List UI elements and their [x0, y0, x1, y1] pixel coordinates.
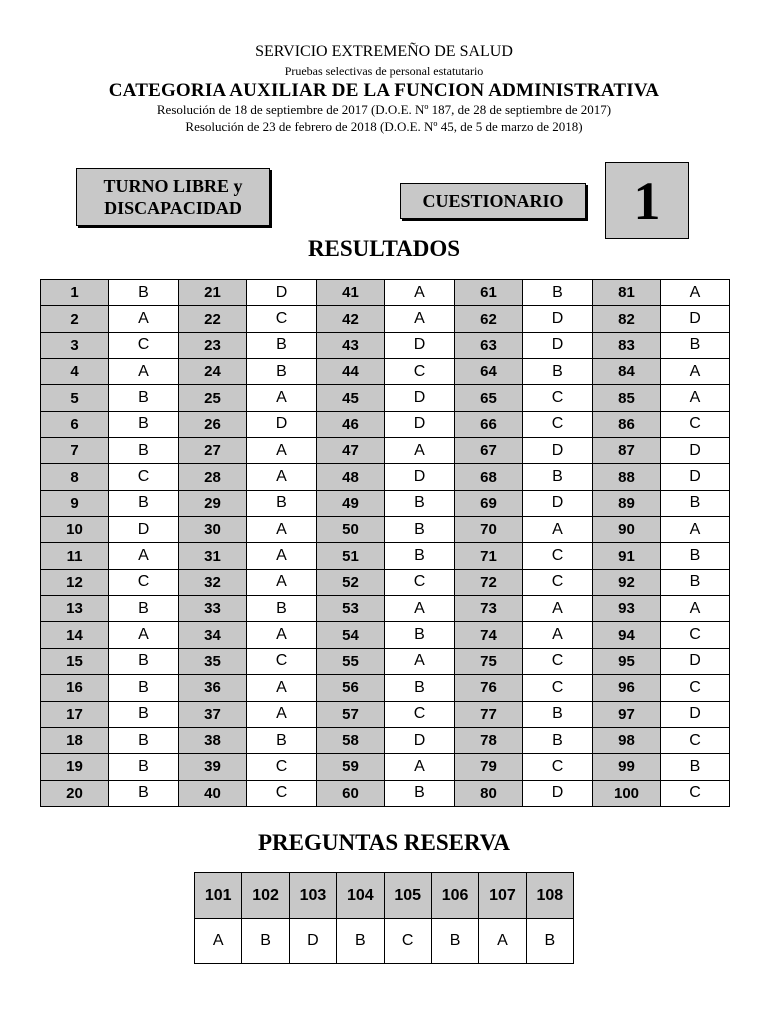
- answer-letter: A: [247, 675, 317, 701]
- answer-letter: B: [109, 596, 179, 622]
- answers-row: [41, 359, 730, 385]
- answers-row: [41, 385, 730, 411]
- header-resolution-1: Resolución de 18 de septiembre de 2017 (D.O.E. Nº 187, de 28 de septiembre de 2017): [156, 102, 612, 117]
- answers-row: [41, 780, 730, 806]
- answer-letter: B: [109, 490, 179, 516]
- reserve-question-number: 107: [479, 873, 526, 919]
- answer-letter: D: [661, 464, 730, 490]
- answer-letter: A: [385, 648, 455, 674]
- question-number: 95: [593, 648, 661, 674]
- answers-row: [41, 411, 730, 437]
- answer-letter: A: [247, 622, 317, 648]
- question-number: 66: [455, 411, 523, 437]
- reserve-question-number: 108: [526, 873, 573, 919]
- answers-row: [41, 280, 730, 306]
- question-number: 62: [455, 306, 523, 332]
- question-number: 13: [41, 596, 109, 622]
- answer-letter: D: [661, 306, 730, 332]
- answer-letter: B: [523, 727, 593, 753]
- question-number: 26: [179, 411, 247, 437]
- answer-letter: C: [109, 569, 179, 595]
- question-number: 12: [41, 569, 109, 595]
- answer-letter: C: [661, 780, 730, 806]
- question-number: 11: [41, 543, 109, 569]
- answer-letter: C: [247, 780, 317, 806]
- question-number: 1: [41, 280, 109, 306]
- question-number: 10: [41, 517, 109, 543]
- answer-letter: C: [661, 675, 730, 701]
- question-number: 39: [179, 754, 247, 780]
- answer-letter: D: [385, 385, 455, 411]
- answers-row: [41, 622, 730, 648]
- question-number: 96: [593, 675, 661, 701]
- question-number: 42: [317, 306, 385, 332]
- answer-letter: B: [385, 543, 455, 569]
- answer-letter: A: [385, 438, 455, 464]
- answer-letter: D: [523, 490, 593, 516]
- answer-letter: C: [523, 385, 593, 411]
- answer-letter: D: [661, 438, 730, 464]
- answer-letter: C: [385, 359, 455, 385]
- answer-letter: C: [109, 464, 179, 490]
- question-number: 78: [455, 727, 523, 753]
- question-number: 52: [317, 569, 385, 595]
- reserve-table: [194, 872, 574, 964]
- question-number: 63: [455, 332, 523, 358]
- answer-letter: A: [109, 359, 179, 385]
- question-number: 53: [317, 596, 385, 622]
- answer-letter: C: [523, 754, 593, 780]
- answer-letter: B: [661, 569, 730, 595]
- answer-letter: A: [661, 385, 730, 411]
- question-number: 76: [455, 675, 523, 701]
- answer-letter: C: [247, 306, 317, 332]
- question-number: 94: [593, 622, 661, 648]
- question-number: 61: [455, 280, 523, 306]
- question-number: 91: [593, 543, 661, 569]
- reserve-answers-row: [195, 919, 574, 964]
- answer-letter: B: [661, 490, 730, 516]
- answer-letter: B: [247, 727, 317, 753]
- question-number: 24: [179, 359, 247, 385]
- question-number: 22: [179, 306, 247, 332]
- reserve-question-number: 102: [242, 873, 289, 919]
- answer-letter: B: [109, 411, 179, 437]
- answer-letter: B: [523, 464, 593, 490]
- question-number: 36: [179, 675, 247, 701]
- answer-letter: B: [523, 280, 593, 306]
- question-number: 23: [179, 332, 247, 358]
- answers-row: [41, 490, 730, 516]
- cuestionario-number: 1: [605, 162, 689, 239]
- answer-letter: A: [385, 754, 455, 780]
- answer-letter: D: [109, 517, 179, 543]
- question-number: 55: [317, 648, 385, 674]
- question-number: 74: [455, 622, 523, 648]
- question-number: 82: [593, 306, 661, 332]
- question-number: 56: [317, 675, 385, 701]
- reserve-question-number: 106: [431, 873, 478, 919]
- question-number: 32: [179, 569, 247, 595]
- answer-letter: A: [247, 464, 317, 490]
- question-number: 92: [593, 569, 661, 595]
- answer-letter: B: [109, 754, 179, 780]
- answer-letter: B: [385, 490, 455, 516]
- answer-letter: A: [247, 569, 317, 595]
- question-number: 38: [179, 727, 247, 753]
- reserve-answer-letter: B: [242, 919, 289, 964]
- answer-letter: A: [385, 306, 455, 332]
- answer-letter: B: [109, 280, 179, 306]
- reserve-answer-letter: C: [384, 919, 431, 964]
- question-number: 86: [593, 411, 661, 437]
- question-number: 80: [455, 780, 523, 806]
- answers-row: [41, 727, 730, 753]
- answer-letter: B: [247, 596, 317, 622]
- question-number: 6: [41, 411, 109, 437]
- question-number: 41: [317, 280, 385, 306]
- question-number: 88: [593, 464, 661, 490]
- question-number: 45: [317, 385, 385, 411]
- question-number: 18: [41, 727, 109, 753]
- answers-row: [41, 596, 730, 622]
- turno-line-2: DISCAPACIDAD: [104, 198, 242, 218]
- answer-letter: B: [385, 622, 455, 648]
- question-number: 83: [593, 332, 661, 358]
- answer-letter: D: [661, 701, 730, 727]
- resultados-title: RESULTADOS: [307, 236, 461, 261]
- question-number: 14: [41, 622, 109, 648]
- answer-letter: D: [385, 411, 455, 437]
- answer-letter: D: [247, 411, 317, 437]
- reserve-question-number: 101: [195, 873, 242, 919]
- question-number: 90: [593, 517, 661, 543]
- question-number: 97: [593, 701, 661, 727]
- answer-letter: B: [109, 385, 179, 411]
- reserve-answer-letter: B: [337, 919, 384, 964]
- question-number: 5: [41, 385, 109, 411]
- question-number: 87: [593, 438, 661, 464]
- answer-letter: C: [523, 543, 593, 569]
- question-number: 84: [593, 359, 661, 385]
- question-number: 19: [41, 754, 109, 780]
- answer-letter: A: [109, 306, 179, 332]
- answer-letter: A: [523, 622, 593, 648]
- answer-letter: B: [109, 701, 179, 727]
- question-number: 68: [455, 464, 523, 490]
- answer-letter: B: [661, 543, 730, 569]
- answer-letter: D: [385, 464, 455, 490]
- answer-letter: B: [247, 359, 317, 385]
- answer-letter: D: [523, 780, 593, 806]
- answers-row: [41, 754, 730, 780]
- question-number: 64: [455, 359, 523, 385]
- question-number: 71: [455, 543, 523, 569]
- question-number: 28: [179, 464, 247, 490]
- reserve-question-number: 105: [384, 873, 431, 919]
- question-number: 67: [455, 438, 523, 464]
- question-number: 2: [41, 306, 109, 332]
- reserve-answer-letter: A: [195, 919, 242, 964]
- answer-letter: A: [109, 543, 179, 569]
- question-number: 72: [455, 569, 523, 595]
- answer-letter: C: [661, 622, 730, 648]
- answer-letter: B: [385, 675, 455, 701]
- reserve-question-number: 104: [337, 873, 384, 919]
- question-number: 31: [179, 543, 247, 569]
- question-number: 47: [317, 438, 385, 464]
- answer-letter: D: [247, 280, 317, 306]
- answer-letter: A: [661, 517, 730, 543]
- answer-letter: A: [247, 517, 317, 543]
- question-number: 49: [317, 490, 385, 516]
- question-number: 70: [455, 517, 523, 543]
- question-number: 54: [317, 622, 385, 648]
- reserve-answer-letter: B: [526, 919, 573, 964]
- answer-letter: A: [385, 596, 455, 622]
- answer-letter: B: [109, 648, 179, 674]
- answer-letter: A: [523, 517, 593, 543]
- question-number: 15: [41, 648, 109, 674]
- answer-letter: A: [247, 438, 317, 464]
- question-number: 25: [179, 385, 247, 411]
- question-number: 57: [317, 701, 385, 727]
- question-number: 27: [179, 438, 247, 464]
- question-number: 73: [455, 596, 523, 622]
- answers-row: [41, 464, 730, 490]
- answers-row: [41, 675, 730, 701]
- turno-box: [76, 168, 270, 226]
- answer-letter: D: [523, 306, 593, 332]
- answer-letter: B: [109, 675, 179, 701]
- question-number: 69: [455, 490, 523, 516]
- question-number: 98: [593, 727, 661, 753]
- question-number: 65: [455, 385, 523, 411]
- question-number: 51: [317, 543, 385, 569]
- answer-letter: B: [385, 780, 455, 806]
- question-number: 81: [593, 280, 661, 306]
- answer-letter: C: [385, 701, 455, 727]
- question-number: 9: [41, 490, 109, 516]
- answers-row: [41, 438, 730, 464]
- answer-letter: C: [109, 332, 179, 358]
- question-number: 60: [317, 780, 385, 806]
- answer-letter: C: [523, 569, 593, 595]
- header-category: CATEGORIA AUXILIAR DE LA FUNCION ADMINISTRATIVA: [108, 80, 660, 101]
- answer-letter: C: [523, 675, 593, 701]
- question-number: 7: [41, 438, 109, 464]
- question-number: 50: [317, 517, 385, 543]
- answers-row: [41, 332, 730, 358]
- answer-letter: C: [247, 754, 317, 780]
- answer-letter: A: [661, 359, 730, 385]
- answer-letter: A: [247, 385, 317, 411]
- question-number: 59: [317, 754, 385, 780]
- question-number: 35: [179, 648, 247, 674]
- answer-letter: A: [247, 701, 317, 727]
- answer-letter: C: [523, 411, 593, 437]
- cuestionario-label: CUESTIONARIO: [400, 183, 586, 219]
- answers-row: [41, 569, 730, 595]
- question-number: 85: [593, 385, 661, 411]
- answer-letter: D: [661, 648, 730, 674]
- question-number: 58: [317, 727, 385, 753]
- answer-letter: C: [385, 569, 455, 595]
- question-number: 48: [317, 464, 385, 490]
- question-number: 100: [593, 780, 661, 806]
- question-number: 33: [179, 596, 247, 622]
- question-number: 46: [317, 411, 385, 437]
- reserve-numbers-row: [195, 873, 574, 919]
- question-number: 77: [455, 701, 523, 727]
- answer-letter: A: [109, 622, 179, 648]
- answer-letter: B: [109, 780, 179, 806]
- answers-table: [40, 279, 730, 807]
- answers-row: [41, 648, 730, 674]
- question-number: 8: [41, 464, 109, 490]
- answers-row: [41, 543, 730, 569]
- answer-letter: C: [523, 648, 593, 674]
- header-resolution-2: Resolución de 23 de febrero de 2018 (D.O.E. Nº 45, de 5 de marzo de 2018): [185, 119, 583, 134]
- question-number: 43: [317, 332, 385, 358]
- answer-letter: A: [247, 543, 317, 569]
- answer-letter: B: [247, 490, 317, 516]
- answer-letter: B: [661, 754, 730, 780]
- question-number: 89: [593, 490, 661, 516]
- reserva-title: PREGUNTAS RESERVA: [257, 830, 511, 855]
- answer-letter: A: [661, 596, 730, 622]
- question-number: 34: [179, 622, 247, 648]
- answer-letter: A: [385, 280, 455, 306]
- header-organization: SERVICIO EXTREMEÑO DE SALUD: [255, 43, 513, 60]
- question-number: 40: [179, 780, 247, 806]
- question-number: 21: [179, 280, 247, 306]
- answers-row: [41, 306, 730, 332]
- answer-letter: C: [661, 727, 730, 753]
- answer-letter: B: [109, 438, 179, 464]
- answer-letter: A: [523, 596, 593, 622]
- question-number: 4: [41, 359, 109, 385]
- question-number: 75: [455, 648, 523, 674]
- answer-letter: B: [109, 727, 179, 753]
- answers-row: [41, 701, 730, 727]
- answer-letter: C: [247, 648, 317, 674]
- question-number: 37: [179, 701, 247, 727]
- answer-letter: D: [385, 332, 455, 358]
- turno-line-1: TURNO LIBRE y: [103, 176, 243, 196]
- question-number: 79: [455, 754, 523, 780]
- question-number: 93: [593, 596, 661, 622]
- answer-letter: B: [247, 332, 317, 358]
- reserve-question-number: 103: [289, 873, 336, 919]
- answer-letter: B: [523, 701, 593, 727]
- question-number: 30: [179, 517, 247, 543]
- answer-letter: D: [385, 727, 455, 753]
- question-number: 44: [317, 359, 385, 385]
- answer-letter: A: [661, 280, 730, 306]
- question-number: 99: [593, 754, 661, 780]
- reserve-answer-letter: D: [289, 919, 336, 964]
- answer-letter: C: [661, 411, 730, 437]
- header-subtitle: Pruebas selectivas de personal estatutario: [284, 64, 484, 78]
- reserve-answer-letter: B: [431, 919, 478, 964]
- answer-letter: B: [385, 517, 455, 543]
- answer-letter: B: [523, 359, 593, 385]
- reserve-answer-letter: A: [479, 919, 526, 964]
- answers-row: [41, 517, 730, 543]
- answer-letter: B: [661, 332, 730, 358]
- question-number: 20: [41, 780, 109, 806]
- question-number: 3: [41, 332, 109, 358]
- question-number: 16: [41, 675, 109, 701]
- answer-letter: D: [523, 438, 593, 464]
- question-number: 17: [41, 701, 109, 727]
- answer-letter: D: [523, 332, 593, 358]
- question-number: 29: [179, 490, 247, 516]
